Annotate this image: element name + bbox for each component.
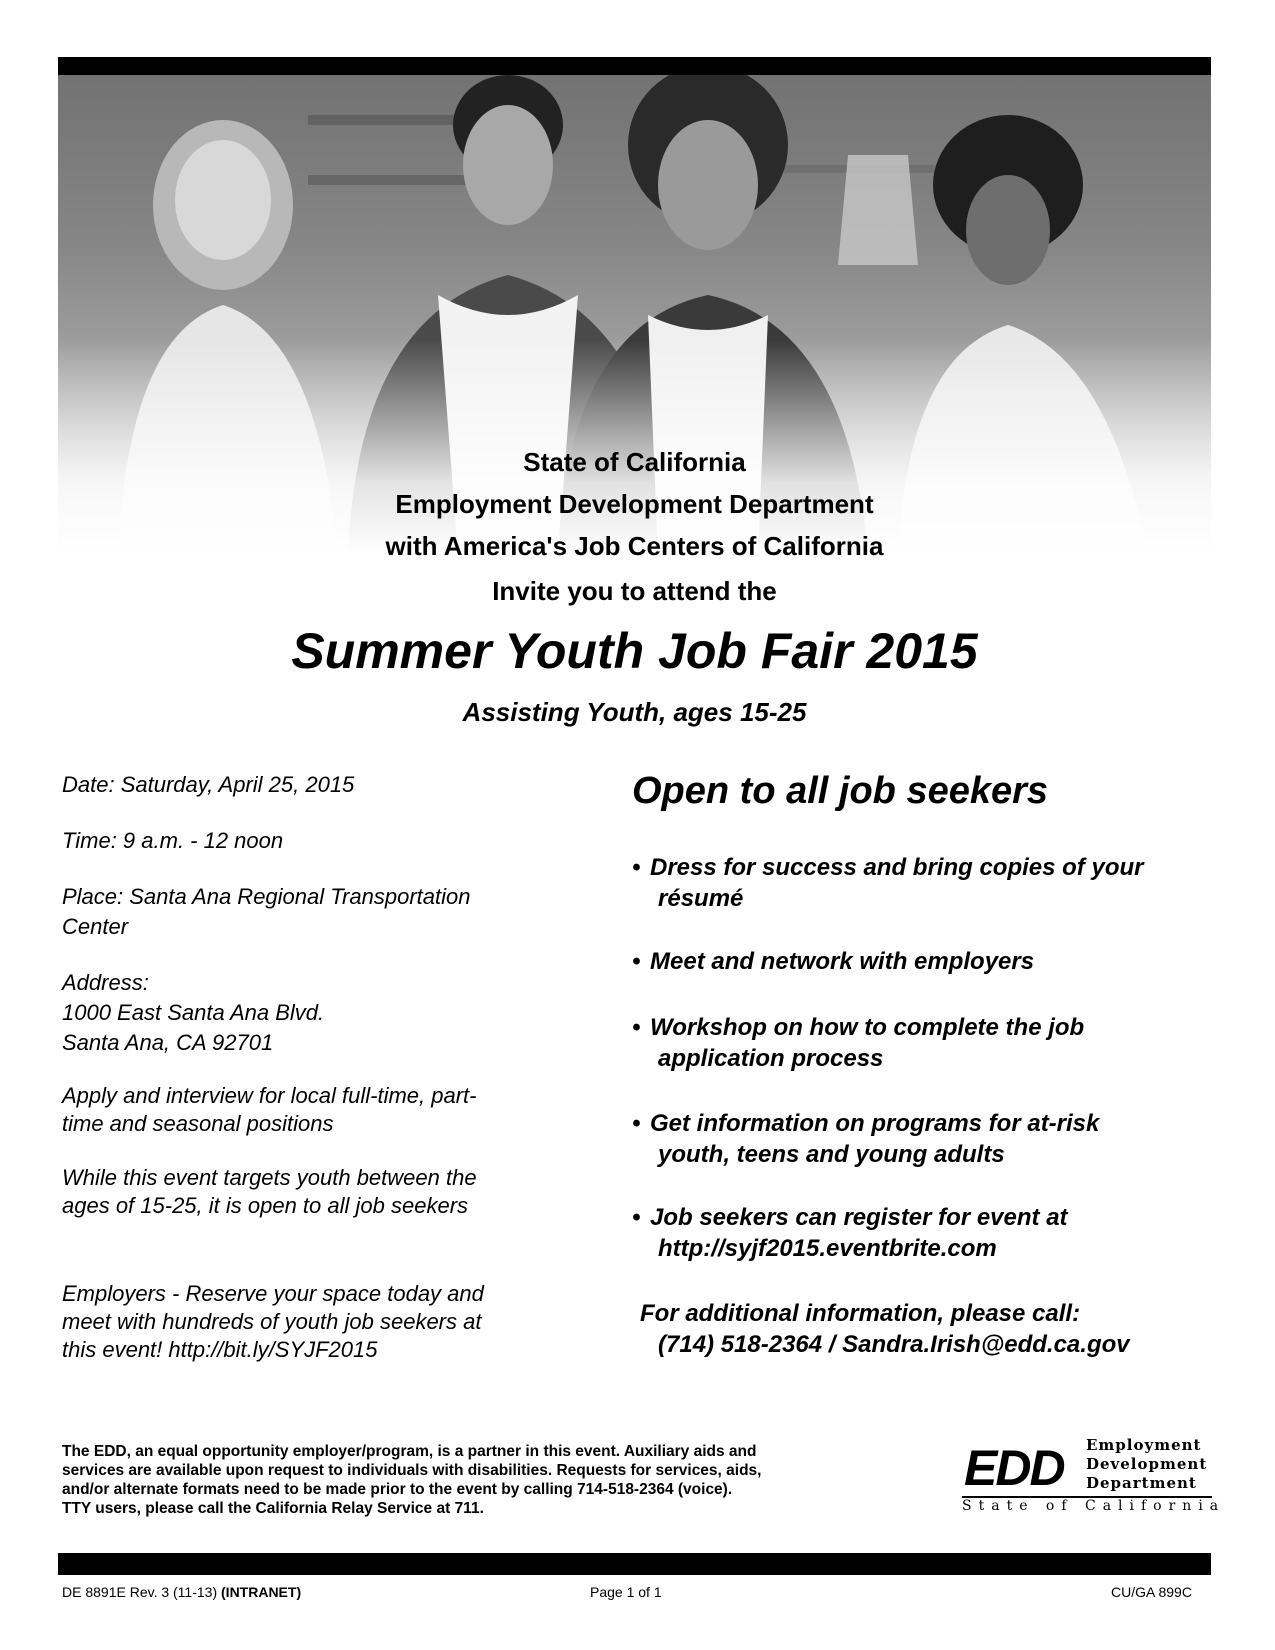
event-date: Date: Saturday, April 25, 2015 (62, 772, 355, 797)
event-time: Time: 9 a.m. - 12 noon (62, 828, 284, 853)
form-id (62, 1584, 301, 1600)
header-state: State of California (523, 447, 746, 477)
form-code: CU/GA 899C (1111, 1584, 1192, 1600)
bullet-text: Workshop on how to complete the job (650, 1014, 1085, 1041)
apply-note (62, 1082, 582, 1138)
contact-phone-email[interactable]: (714) 518-2364 / Sandra.Irish@edd.ca.gov (658, 1331, 1130, 1358)
invite-text: Invite you to attend the (492, 576, 777, 606)
bullet-text: Meet and network with employers (650, 948, 1035, 975)
edd-dept-line3: Department (1086, 1474, 1197, 1492)
bullet-item (632, 1202, 1212, 1264)
page-title: Summer Youth Job Fair 2015 (291, 623, 978, 679)
disclaimer-line4: TTY users, please call the California Relay Service at 711. (62, 1500, 484, 1517)
edd-logo (962, 1434, 1226, 1514)
bullet-item (632, 1108, 1212, 1170)
disclaimer-line3: and/or alternate formats need to be made prior to the event by calling 714-518-2364 (voice). (62, 1481, 733, 1498)
bullet-item (632, 1012, 1212, 1074)
edd-dept-line1: Employment (1086, 1436, 1202, 1454)
bullet-text-cont: application process (658, 1045, 884, 1072)
address-line1: 1000 East Santa Ana Blvd. (62, 1000, 325, 1025)
bullet-item (632, 852, 1212, 914)
employers-line2: meet with hundreds of youth job seekers at (62, 1309, 482, 1334)
registration-link[interactable]: http://syjf2015.eventbrite.com (658, 1235, 997, 1262)
bullet-icon: • (632, 948, 641, 975)
event-address (62, 968, 582, 1058)
address-label: Address: (62, 970, 149, 995)
targets-line2: ages of 15-25, it is open to all job seekers (62, 1193, 469, 1218)
bullet-text: Get information on programs for at-risk (650, 1110, 1100, 1137)
form-id-text: DE 8891E Rev. 3 (11-13) (62, 1584, 218, 1600)
apply-line2: time and seasonal positions (62, 1111, 334, 1136)
bullet-icon: • (632, 1110, 641, 1137)
edd-logo-department (1086, 1436, 1207, 1493)
disclaimer-line2: services are available upon request to individuals with disabilities. Requests for services, aids, (62, 1462, 762, 1479)
employers-line1: Employers - Reserve your space today and (62, 1281, 484, 1306)
targets-line1: While this event targets youth between the (62, 1165, 477, 1190)
equal-opportunity-disclaimer (62, 1442, 912, 1518)
address-line2: Santa Ana, CA 92701 (62, 1030, 274, 1055)
event-place-line1: Place: Santa Ana Regional Transportation (62, 884, 471, 909)
bullet-text: Job seekers can register for event at (650, 1204, 1068, 1231)
intranet-label: (INTRANET) (221, 1584, 302, 1600)
open-heading: Open to all job seekers (632, 770, 1049, 812)
bullet-text-cont: youth, teens and young adults (658, 1141, 1005, 1168)
employers-note (62, 1280, 582, 1364)
bottom-black-bar (58, 1553, 1211, 1575)
apply-line1: Apply and interview for local full-time, part- (62, 1083, 477, 1108)
event-place-line2: Center (62, 914, 129, 939)
bullet-icon: • (632, 1204, 641, 1231)
organization-header (58, 441, 1211, 567)
bullet-text-cont: résumé (658, 885, 744, 912)
event-place (62, 882, 582, 942)
disclaimer-line1: The EDD, an equal opportunity employer/program, is a partner in this event. Auxiliary aids and (62, 1443, 757, 1460)
bullet-icon: • (632, 1014, 641, 1041)
bullet-item (632, 946, 1212, 977)
employers-line3: this event! http://bit.ly/SYJF2015 (62, 1337, 378, 1362)
header-department: Employment Development Department (395, 489, 874, 519)
bullet-icon: • (632, 854, 641, 881)
top-black-bar (58, 57, 1211, 75)
edd-logo-letters: EDD (964, 1440, 1064, 1496)
bullet-text: Dress for success and bring copies of your (650, 854, 1144, 881)
page-subtitle: Assisting Youth, ages 15-25 (462, 697, 807, 727)
contact-info (640, 1298, 1220, 1360)
edd-dept-line2: Development (1086, 1455, 1208, 1473)
header-job-centers: with America's Job Centers of California (385, 531, 884, 561)
page-number: Page 1 of 1 (590, 1584, 662, 1600)
target-note (62, 1164, 582, 1220)
edd-logo-state: State of California (962, 1498, 1226, 1514)
contact-label: For additional information, please call: (640, 1300, 1081, 1327)
